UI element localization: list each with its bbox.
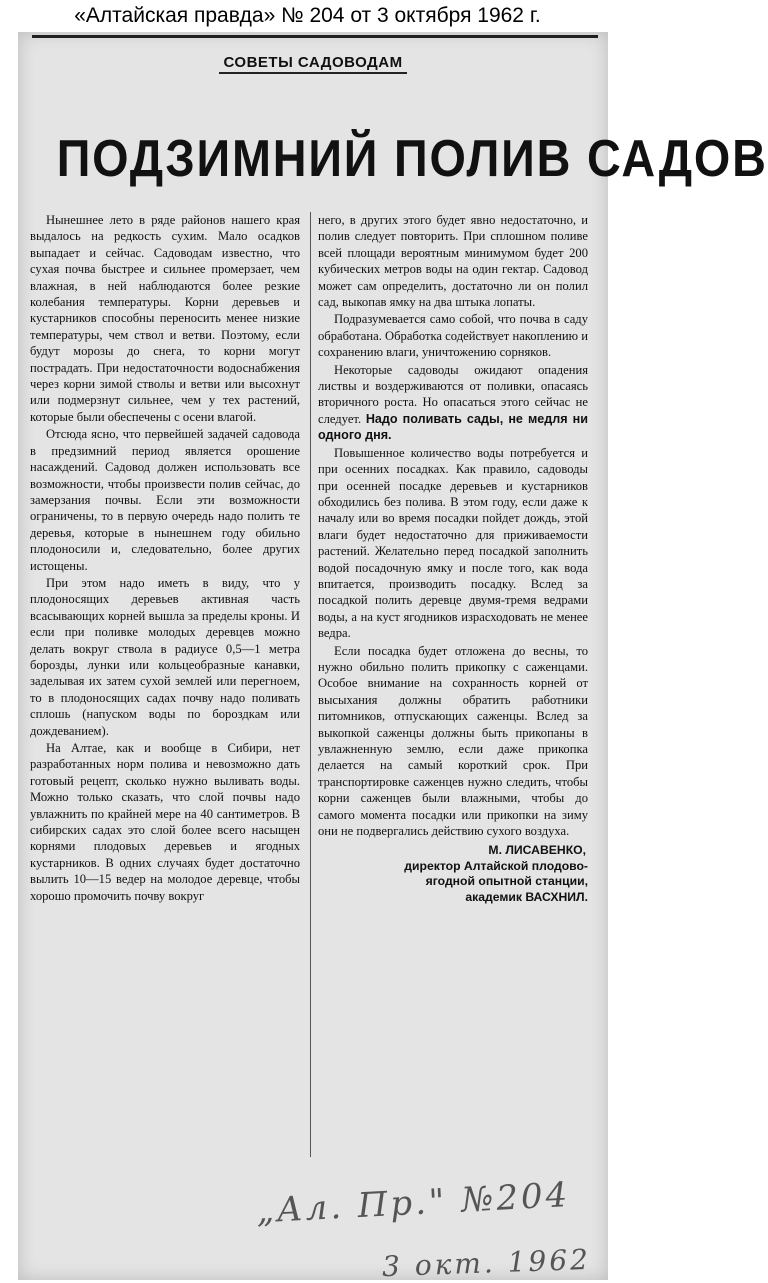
rubric — [18, 54, 608, 71]
paragraph: Подразумевается само собой, что почва в саду обработана. Обработка содействует накоплению и сохранению влаги, уничтожению сорняков. — [318, 312, 588, 360]
paragraph: Повышенное количество воды потребуется и при осенних посадках. Как правило, садоводы при осенней посадке деревьев и кустарников обходились без полива. В этом году, если даже к началу или во время посадки пойдет дождь, этой влаги будет недостаточно для приживаемости растений. Желательно перед посадкой заполнить водой посадочную ямку и после того, как вода впитается, производить посадку. Вслед за посадкой полить деревце двумя-тремя ведрами воды, а на куст ягодников израсходовать не менее ведра. — [318, 445, 588, 641]
top-rule — [32, 35, 598, 38]
newspaper-clipping — [18, 32, 768, 1283]
author-signature — [318, 843, 588, 905]
paragraph: Если посадка будет отложена до весны, то нужно обильно полить прикопку с саженцами. Особое внимание на сохранность корней от высыхания должны обратить работники питомников, отпускающих саженцы. Вслед за выкопкой саженцы должны быть прикопаны в увлажненную землю, если даже прикопка делается на самый короткий срок. При транспортировке саженцев нужно следить, чтобы корни саженцев были влажными, чтобы до самого момента посадки или прикопки на зиму они не подвергались действию сухого воздуха. — [318, 643, 588, 839]
paragraph — [318, 362, 588, 444]
author-title-line: ягодной опытной станции, — [425, 874, 588, 889]
archive-caption: «Алтайская правда» № 204 от 3 октября 1962 г. — [74, 4, 541, 27]
emphasis-phrase: Надо поливать сады, не медля ни одного дня. — [318, 411, 589, 443]
paragraph-text: Некоторые садоводы ожидают опадения листвы и воздерживаются от поливки, опасаясь вторичного роста. Но опасаться этого сейчас не следует. — [318, 362, 588, 426]
paragraph: Нынешнее лето в ряде районов нашего края выдалось на редкость сухим. Мало осадков выпадает и сейчас. Садоводам известно, что сухая почва быстрее и сильнее промерзает, чем влажная, в ней наблюдаются более резкие колебания температуры. Корни деревьев и кустарников способны переносить менее низкие температуры, чем ствол и ветви. Поэтому, если будут морозы до снега, то корни могут пострадать. При недостаточности водоснабжения через корни зимой стволы и ветви или высохнут или подмерзнут сильнее, чем у тех растений, которые были обеспечены с осени влагой. — [30, 213, 300, 424]
author-name: М. ЛИСАВЕНКО, — [488, 843, 586, 858]
handwritten-date: 3 окт. 1962 — [381, 1242, 592, 1283]
paragraph: При этом надо иметь в виду, что у плодоносящих деревьев активная часть всасывающих корней вышла за пределы кроны. И если при поливке молодых деревцев можно делать вокруг ствола в радиусе 0,5—1 метра борозды, лунки или кольцеобразные канавки, заделывая их затем сухой землей или перегноем, то в плодоносящих садах почву надо поливать сплошь (напуском воды по бороздкам или дождеванием). — [30, 575, 300, 738]
paragraph: На Алтае, как и вообще в Сибири, нет разработанных норм полива и невозможно дать готовый рецепт, сколько нужно выливать воды. Можно только сказать, что слой почвы надо увлажнить по крайней мере на 40 сантиметров. В сибирских садах это слой более всего насыщен корнями плодовых деревьев и ягодных кустарников. В одних случаях будет достаточно вылить 10—15 ведер на молодое деревце, чтобы хорошо промочить почву вокруг — [30, 741, 300, 903]
paragraph: него, в других этого будет явно недостаточно, и полив следует повторить. При сплошном поливе всей площади вероятным минимумом будет 200 кубических метров воды на один гектар. Садовод может сам определить, достаточно ли он полил сад, выкопав ямку на два штыка лопаты. — [318, 213, 588, 310]
paragraph: Отсюда ясно, что первейшей задачей садовода в предзимний период является орошение насаждений. Садовод должен использовать все возможности, чтобы произвести полив сейчас, до замерзания почвы. Если эти возможности ограничены, то в первую очередь надо полить те деревья, которые в нынешнем году обильно плодоносили и, следовательно, более других истощены. — [30, 427, 300, 573]
right-column — [318, 212, 588, 905]
left-column — [30, 212, 300, 905]
article-title: ПОДЗИМНИЙ ПОЛИВ САДОВ — [56, 130, 768, 188]
rubric-label: СОВЕТЫ САДОВОДАМ — [219, 54, 406, 74]
author-title-line: академик ВАСХНИЛ. — [465, 889, 588, 904]
author-title-line: директор Алтайской плодово- — [404, 858, 588, 873]
column-divider — [310, 212, 311, 1157]
handwritten-source: „Ал. Пр." №204 — [255, 1174, 572, 1232]
